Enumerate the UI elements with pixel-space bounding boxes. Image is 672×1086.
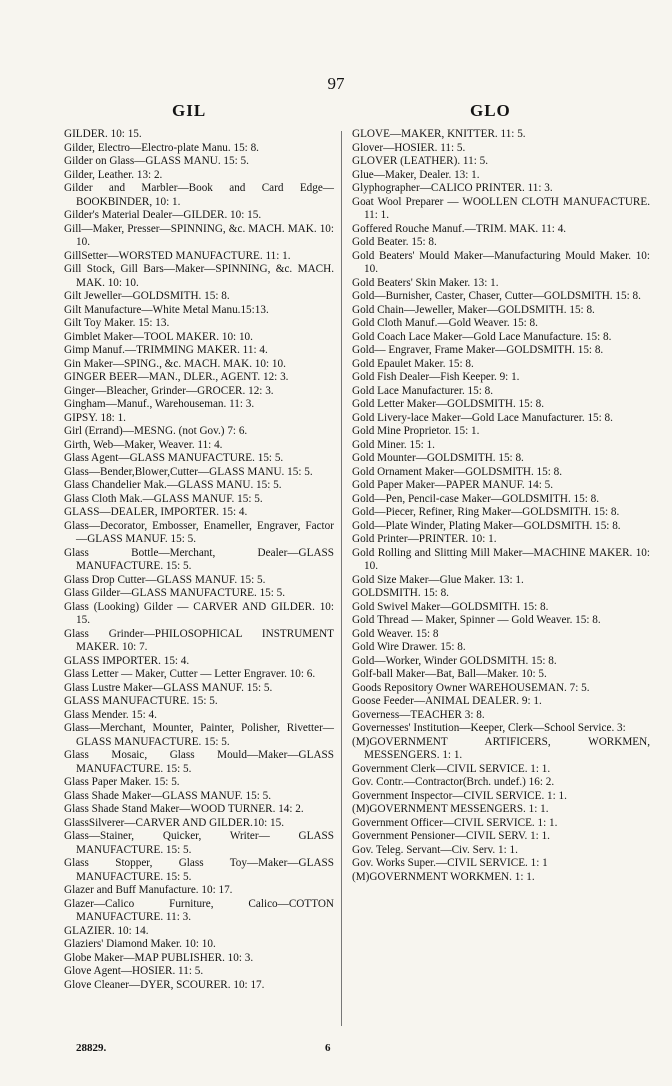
index-entry: Golf-ball Maker—Bat, Ball—Maker. 10: 5. [352, 668, 547, 680]
index-entry: Gold Beater. 15: 8. [352, 236, 437, 248]
index-entry: GOLDSMITH. 15: 8. [352, 587, 449, 599]
index-entry: GLAZIER. 10: 14. [64, 924, 149, 937]
index-entry: GillSetter—WORSTED MANUFACTURE. 11: 1. [64, 249, 291, 262]
index-entry: Gold Printer—PRINTER. 10: 1. [352, 533, 497, 545]
index-entry: Gold Ornament Maker—GOLDSMITH. 15: 8. [352, 465, 563, 478]
index-entry: Gingham—Manuf., Warehouseman. 11: 3. [64, 398, 255, 410]
index-entry: Gold Paper Maker—PAPER MANUF. 14: 5. [352, 479, 554, 491]
index-entry: Globe Maker—MAP PUBLISHER. 10: 3. [64, 951, 254, 964]
index-entry: Gold— Engraver, Frame Maker—GOLDSMITH. 15: 8. [352, 344, 604, 356]
index-entry: Girth, Web—Maker, Weaver. 11: 4. [64, 438, 223, 451]
footer-print-number: 28829. [76, 1042, 107, 1054]
index-entry: Gold Lace Manufacturer. 15: 8. [352, 384, 494, 397]
index-entry: Gold Livery-lace Maker—Gold Lace Manufacturer. 15: 8. [352, 411, 613, 424]
index-entry: Glass Gilder—GLASS MANUFACTURE. 15: 5. [64, 587, 286, 599]
right-column-heading: GLO [470, 101, 511, 120]
index-entry: Gold Beaters' Mould Maker—Manufacturing Mould Maker. 10: 10. [352, 249, 650, 275]
index-entry: Girl (Errand)—MESNG. (not Gov.) 7: 6. [64, 425, 248, 437]
index-entry: (M)GOVERNMENT ARTIFICERS, WORKMEN, MESSENGERS. 1: 1. [352, 735, 650, 761]
index-entry: GlassSilverer—CARVER AND GILDER.10: 15. [64, 816, 285, 829]
index-entry: Gilder and Marbler—Book and Card Edge—BOOKBINDER, 10: 1. [64, 182, 334, 208]
index-entry: Gold Beaters' Skin Maker. 13: 1. [352, 276, 499, 289]
index-entry: Government Inspector—CIVIL SERVICE. 1: 1. [352, 789, 567, 802]
index-entry: Gold Thread — Maker, Spinner — Gold Weaver. 15: 8. [352, 614, 601, 626]
index-entry: Government Pensioner—CIVIL SERV. 1: 1. [352, 830, 550, 842]
column-divider [341, 131, 342, 1026]
index-entry: Goose Feeder—ANIMAL DEALER. 9: 1. [352, 695, 542, 707]
index-entry: Glazer and Buff Manufacture. 10: 17. [64, 884, 233, 896]
index-entry: Gilder, Leather. 13: 2. [64, 168, 163, 181]
index-entry: Gimblet Maker—TOOL MAKER. 10: 10. [64, 330, 253, 343]
index-entry: Glazer—Calico Furniture, Calico—COTTON MANUFACTURE. 11: 3. [64, 897, 334, 923]
index-entry: Glass Paper Maker. 15: 5. [64, 776, 180, 788]
index-entry: Gilt Jeweller—GOLDSMITH. 15: 8. [64, 290, 230, 302]
index-entry: Glass (Looking) Gilder — CARVER AND GILDER. 10: 15. [64, 600, 334, 626]
index-entry: Gold Cloth Manuf.—Gold Weaver. 15: 8. [352, 317, 538, 329]
index-entry: Glass—Stainer, Quicker, Writer— GLASS MANUFACTURE. 15: 5. [64, 830, 334, 856]
index-entry: Gov. Works Super.—CIVIL SERVICE. 1: 1 [352, 857, 548, 869]
index-entry: Gilder, Electro—Electro-plate Manu. 15: 8. [64, 141, 259, 154]
index-entry: GLASS IMPORTER. 15: 4. [64, 654, 190, 667]
index-entry: (M)GOVERNMENT WORKMEN. 1: 1. [352, 870, 535, 883]
index-entry: Gill Stock, Gill Bars—Maker—SPINNING, &c. MACH. MAK. 10: 10. [64, 263, 334, 289]
index-entry: Gold Chain—Jeweller, Maker—GOLDSMITH. 15: 8. [352, 303, 595, 316]
index-entry: Gin Maker—SPING., &c. MACH. MAK. 10: 10. [64, 357, 286, 370]
index-entry: Glover—HOSIER. 11: 5. [352, 141, 466, 154]
index-entry: GLOVE—MAKER, KNITTER. 11: 5. [352, 128, 526, 140]
left-column [64, 128, 334, 992]
index-entry: Gilt Manufacture—White Metal Manu.15:13. [64, 303, 269, 316]
index-entry: Gold Size Maker—Glue Maker. 13: 1. [352, 573, 524, 586]
index-entry: Glass Drop Cutter—GLASS MANUF. 15: 5. [64, 573, 266, 586]
index-entry: Goffered Rouche Manuf.—TRIM. MAK. 11: 4. [352, 222, 567, 235]
index-entry: Government Clerk—CIVIL SERVICE. 1: 1. [352, 762, 551, 775]
index-entry: Gimp Manuf.—TRIMMING MAKER. 11: 4. [64, 344, 268, 356]
index-entry: Glass Letter — Maker, Cutter — Letter Engraver. 10: 6. [64, 668, 316, 680]
index-entry: Gold Wire Drawer. 15: 8. [352, 641, 466, 653]
index-entry: Goat Wool Preparer — WOOLLEN CLOTH MANUFACTURE. 11: 1. [352, 195, 650, 221]
index-entry: Gold Epaulet Maker. 15: 8. [352, 357, 474, 370]
index-entry: Gilt Toy Maker. 15: 13. [64, 317, 170, 329]
index-entry: Glass—Decorator, Embosser, Enameller, Engraver, Factor—GLASS MANUF. 15: 5. [64, 519, 334, 545]
right-column [352, 128, 650, 884]
index-entry: Gold Fish Dealer—Fish Keeper. 9: 1. [352, 371, 520, 383]
index-entry: Glove Cleaner—DYER, SCOURER. 10: 17. [64, 978, 265, 991]
index-entry: Gold—Plate Winder, Plating Maker—GOLDSMITH. 15: 8. [352, 519, 621, 532]
index-entry: Gold Mine Proprietor. 15: 1. [352, 425, 480, 437]
index-entry: Gold Weaver. 15: 8 [352, 627, 439, 640]
footer-signature-mark: 6 [325, 1042, 331, 1054]
index-entry: Gold Mounter—GOLDSMITH. 15: 8. [352, 452, 524, 464]
index-entry: GINGER BEER—MAN., DLER., AGENT. 12: 3. [64, 371, 289, 383]
index-entry: Gold—Burnisher, Caster, Chaser, Cutter—GOLDSMITH. 15: 8. [352, 290, 641, 302]
index-entry: Gold Miner. 15: 1. [352, 438, 435, 451]
index-entry: Gold—Piecer, Refiner, Ring Maker—GOLDSMITH. 15: 8. [352, 506, 620, 518]
index-entry: Glass Mender. 15: 4. [64, 708, 157, 721]
index-entry: Glass Grinder—PHILOSOPHICAL INSTRUMENT MAKER. 10: 7. [64, 627, 334, 653]
left-column-heading: GIL [172, 101, 207, 120]
index-entry: Gilder's Material Dealer—GILDER. 10: 15. [64, 209, 262, 221]
index-entry: Glass Bottle—Merchant, Dealer—GLASS MANUFACTURE. 15: 5. [64, 546, 334, 572]
index-entry: Gov. Teleg. Servant—Civ. Serv. 1: 1. [352, 843, 518, 856]
index-entry: Gov. Contr.—Contractor(Brch. undef.) 16: 2. [352, 776, 555, 788]
page-number: 97 [327, 74, 345, 93]
index-entry: Gold Rolling and Slitting Mill Maker—MACHINE MAKER. 10: 10. [352, 546, 650, 572]
index-entry: GIPSY. 18: 1. [64, 411, 126, 424]
index-entry: Gold Coach Lace Maker—Gold Lace Manufacture. 15: 8. [352, 330, 612, 343]
index-entry: Goods Repository Owner WAREHOUSEMAN. 7: 5. [352, 681, 590, 694]
index-entry: Gold—Worker, Winder GOLDSMITH. 15: 8. [352, 654, 557, 667]
index-entry: Glass Chandelier Mak.—GLASS MANU. 15: 5. [64, 479, 282, 491]
index-entry: Governesses' Institution—Keeper, Clerk—School Service. 3: [352, 722, 626, 734]
index-entry: Glass Stopper, Glass Toy—Maker—GLASS MANUFACTURE. 15: 5. [64, 857, 334, 883]
index-entry: Gold—Pen, Pencil-case Maker—GOLDSMITH. 15: 8. [352, 492, 600, 505]
index-entry: Glass Lustre Maker—GLASS MANUF. 15: 5. [64, 681, 273, 694]
index-entry: Glyphographer—CALICO PRINTER. 11: 3. [352, 182, 553, 194]
index-entry: Glue—Maker, Dealer. 13: 1. [352, 168, 480, 181]
index-entry: Glove Agent—HOSIER. 11: 5. [64, 965, 204, 977]
index-entry: Gill—Maker, Presser—SPINNING, &c. MACH. MAK. 10: 10. [64, 222, 334, 248]
index-entry: Gilder on Glass—GLASS MANU. 15: 5. [64, 155, 249, 167]
index-entry: Governess—TEACHER 3: 8. [352, 708, 485, 721]
index-entry: Gold Swivel Maker—GOLDSMITH. 15: 8. [352, 600, 549, 613]
index-entry: Glass Shade Maker—GLASS MANUF. 15: 5. [64, 789, 272, 802]
index-entry: GLASS MANUFACTURE. 15: 5. [64, 695, 218, 707]
index-entry: Government Officer—CIVIL SERVICE. 1: 1. [352, 816, 558, 829]
index-entry: GLASS—DEALER, IMPORTER. 15: 4. [64, 506, 248, 518]
index-entry: Glass Shade Stand Maker—WOOD TURNER. 14: 2. [64, 803, 304, 815]
index-entry: Glass Mosaic, Glass Mould—Maker—GLASS MANUFACTURE. 15: 5. [64, 749, 334, 775]
index-entry: Glass—Bender,Blower,Cutter—GLASS MANU. 15: 5. [64, 465, 313, 478]
index-entry: (M)GOVERNMENT MESSENGERS. 1: 1. [352, 803, 549, 815]
index-entry: GLOVER (LEATHER). 11: 5. [352, 155, 488, 167]
index-entry: Glaziers' Diamond Maker. 10: 10. [64, 938, 216, 950]
index-entry: Gold Letter Maker—GOLDSMITH. 15: 8. [352, 398, 545, 410]
index-entry: GILDER. 10: 15. [64, 128, 142, 140]
index-entry: Glass Agent—GLASS MANUFACTURE. 15: 5. [64, 452, 284, 464]
index-entry: Glass—Merchant, Mounter, Painter, Polisher, Rivetter—GLASS MANUFACTURE. 15: 5. [64, 722, 334, 748]
index-entry: Ginger—Bleacher, Grinder—GROCER. 12: 3. [64, 384, 274, 397]
index-entry: Glass Cloth Mak.—GLASS MANUF. 15: 5. [64, 492, 263, 505]
